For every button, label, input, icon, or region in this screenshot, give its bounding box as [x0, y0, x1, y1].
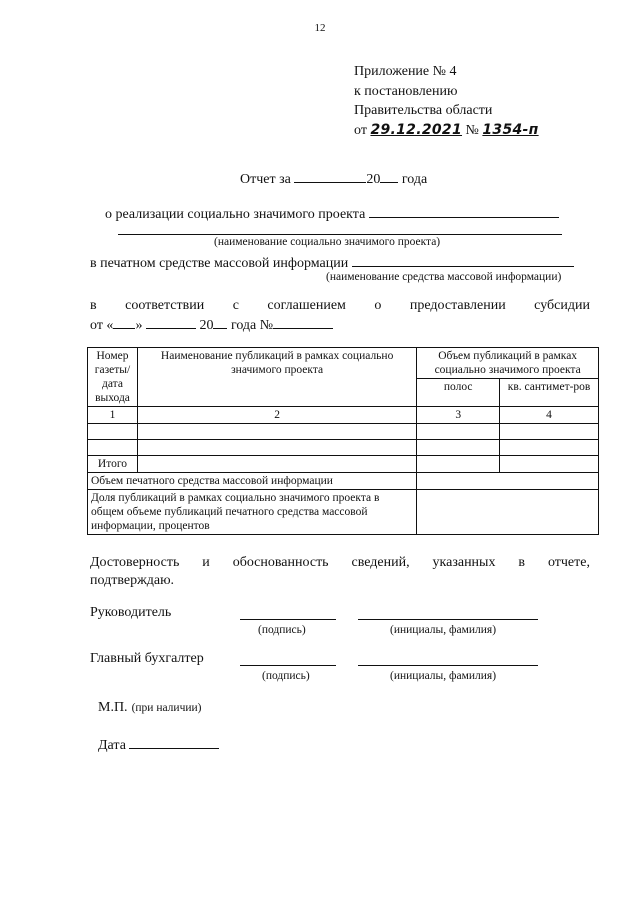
total-row	[88, 456, 599, 473]
decree-date: 29.12.2021	[370, 121, 463, 138]
decree-number: 1354-п	[482, 121, 539, 138]
confirm-word: в	[518, 555, 526, 570]
agreement-word: предоставлении	[409, 298, 506, 313]
date-line	[98, 736, 219, 754]
total-label: Итого	[88, 456, 138, 473]
year-prefix: 20	[366, 172, 381, 187]
accountant-label: Главный бухгалтер	[90, 651, 204, 666]
project-line	[105, 205, 559, 223]
appendix-title: Приложение № 4	[354, 64, 457, 79]
table-cell	[417, 440, 500, 456]
confirm-word: указанных	[432, 555, 496, 570]
col-num-3: 3	[417, 407, 500, 424]
volume-label: Объем печатного средства массовой информации	[88, 473, 417, 490]
head-name-line	[358, 619, 538, 620]
number-label: №	[465, 122, 479, 138]
year-suffix: года	[401, 172, 428, 187]
table-cell	[137, 440, 416, 456]
col1-header: Номер газеты/ дата выхода	[88, 348, 138, 407]
accountant-name-caption: (инициалы, фамилия)	[390, 670, 497, 682]
appendix-date-line	[354, 121, 539, 141]
agreement-year-suffix: года №	[230, 318, 274, 333]
agreement-date-line	[90, 316, 333, 334]
volume-value	[417, 473, 599, 490]
project-caption: (наименование социально значимого проекта)	[214, 236, 441, 248]
stamp-note: (при наличии)	[131, 702, 202, 714]
agreement-word: с	[232, 298, 239, 313]
table-cell	[137, 456, 416, 473]
agreement-from: от «	[90, 318, 114, 333]
confirm-line-2: подтверждаю.	[90, 573, 175, 588]
stamp-label: М.П.	[98, 700, 128, 715]
col4-header: кв. сантимет-ров	[500, 379, 599, 407]
page-number: 12	[314, 22, 326, 34]
share-value	[417, 490, 599, 535]
head-sign-caption: (подпись)	[258, 624, 306, 636]
confirm-word: отчете,	[547, 555, 590, 570]
report-table	[87, 347, 599, 535]
month-blank	[146, 316, 196, 329]
project-blank-line-2	[118, 234, 562, 235]
col-num-4: 4	[500, 407, 599, 424]
head-name-caption: (инициалы, фамилия)	[390, 624, 497, 636]
date-blank	[129, 736, 219, 749]
table-header-row	[88, 348, 599, 379]
table-cell	[88, 440, 138, 456]
agreement-word: соответствии	[125, 298, 205, 313]
accountant-name-line	[358, 665, 538, 666]
year-blank	[380, 170, 398, 183]
table-cell	[500, 440, 599, 456]
agreement-word: о	[374, 298, 382, 313]
appendix-block	[354, 62, 539, 140]
confirm-word: сведений,	[351, 555, 410, 570]
agreement-year-blank	[213, 316, 227, 329]
accountant-sign-caption: (подпись)	[262, 670, 310, 682]
table-cell	[500, 424, 599, 440]
head-label: Руководитель	[90, 605, 172, 620]
day-blank	[113, 316, 135, 329]
confirm-word: обоснованность	[232, 555, 329, 570]
media-caption: (наименование средства массовой информации)	[326, 271, 562, 283]
confirm-word: и	[202, 555, 210, 570]
share-row	[88, 490, 599, 535]
appendix-line-3: Правительства области	[354, 103, 493, 118]
table-row	[88, 424, 599, 440]
media-label: в печатном средстве массовой информации	[90, 256, 349, 271]
table-cell	[500, 456, 599, 473]
volume-row	[88, 473, 599, 490]
project-label: о реализации социально значимого проекта	[105, 207, 366, 222]
agreement-word: субсидии	[534, 298, 590, 313]
report-title	[240, 170, 427, 188]
col2-header: Наименование публикаций в рамках социально значимого проекта	[137, 348, 416, 407]
head-signature-line	[240, 619, 336, 620]
media-line	[90, 254, 574, 272]
project-blank	[369, 205, 559, 218]
table-number-row	[88, 407, 599, 424]
from-label: от	[354, 122, 367, 138]
share-label: Доля публикаций в рамках социально значимого проекта в общем объеме публикаций печатного средства массовой информации, процентов	[88, 490, 417, 535]
appendix-line-2: к постановлению	[354, 83, 458, 99]
agreement-word: соглашением	[267, 298, 346, 313]
stamp-line	[98, 698, 202, 716]
table-cell	[137, 424, 416, 440]
table-cell	[417, 456, 500, 473]
col-num-2: 2	[137, 407, 416, 424]
agreement-number-blank	[273, 316, 333, 329]
confirm-word: Достоверность	[90, 555, 180, 570]
agreement-line	[90, 298, 590, 314]
confirm-line	[90, 555, 590, 571]
col34-header: Объем публикаций в рамках социально значимого проекта	[417, 348, 599, 379]
table-cell	[88, 424, 138, 440]
accountant-signature-line	[240, 665, 336, 666]
period-blank	[294, 170, 366, 183]
date-label: Дата	[98, 738, 126, 753]
agreement-year-prefix: 20	[199, 318, 214, 333]
col3-header: полос	[417, 379, 500, 407]
media-blank	[352, 254, 574, 267]
agreement-word: в	[90, 298, 97, 313]
table-cell	[417, 424, 500, 440]
col-num-1: 1	[88, 407, 138, 424]
table-row	[88, 440, 599, 456]
report-for-label: Отчет за	[240, 172, 291, 187]
quote-close: »	[135, 318, 143, 333]
